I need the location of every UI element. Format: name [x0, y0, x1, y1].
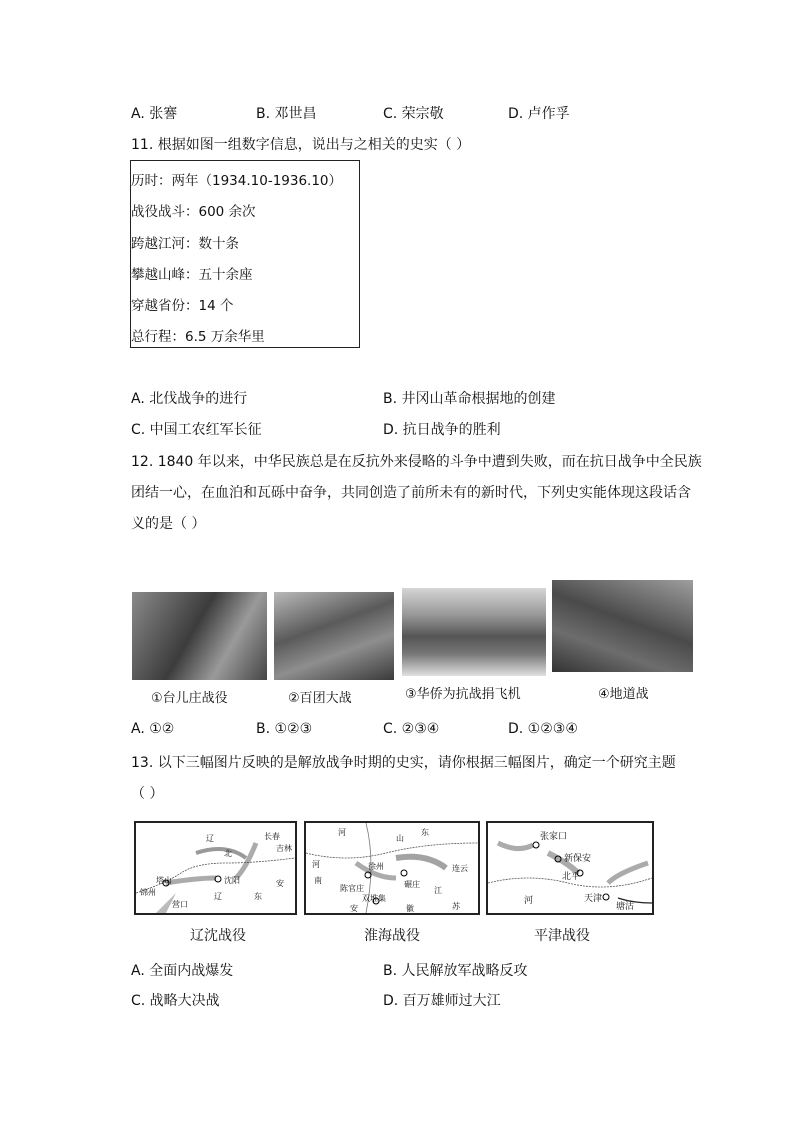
q12-stem-line3: 义的是（ ）	[131, 516, 206, 532]
map2-label: 陈官庄	[340, 884, 364, 893]
photo-hundred-regiments	[274, 592, 394, 680]
map2-label: 河	[312, 860, 320, 869]
map1-label: 东	[254, 892, 262, 901]
map3-label: 张家口	[540, 832, 568, 842]
info-line-battles: 战役战斗：600 余次	[131, 204, 256, 220]
info-line-distance: 总行程：6.5 万余华里	[131, 329, 265, 345]
q12-option-b: B. ①②③	[256, 721, 313, 737]
q13-option-d: D. 百万雄师过大江	[383, 993, 501, 1009]
map-huaihai	[304, 821, 480, 915]
map1-label: 安	[276, 879, 284, 888]
map-pingjin	[486, 821, 654, 915]
map1-label: 辽	[206, 834, 214, 843]
q12-option-a: A. ①②	[131, 721, 175, 737]
map2-label: 双堆集	[362, 894, 386, 903]
caption-2: ②百团大战	[288, 691, 352, 706]
q11-option-b: B. 井冈山革命根据地的创建	[383, 391, 556, 407]
map-liaoshen	[134, 821, 297, 915]
map3-label: 天津	[584, 894, 603, 904]
map3-label: 塘沽	[616, 902, 635, 912]
q12-option-c: C. ②③④	[383, 721, 440, 737]
map1-label: 沈阳	[224, 876, 240, 885]
map3-label: 新保安	[564, 854, 592, 864]
q12-stem-line1: 12. 1840 年以来，中华民族总是在反抗外来侵略的斗争中遭到失败，而在抗日战争中全民族	[131, 454, 702, 470]
map2-caption: 淮海战役	[364, 928, 420, 944]
map2-label: 徽	[406, 904, 414, 913]
q12-stem-line2: 团结一心，在血泊和瓦砾中奋争，共同创造了前所未有的新时代，下列史实能体现这段话含	[131, 485, 691, 501]
map1-label: 辽	[214, 892, 222, 901]
q12-option-d: D. ①②③④	[508, 721, 578, 737]
photo-tunnel-warfare	[552, 580, 693, 672]
q11-stem: 11. 根据如图一组数字信息，说出与之相关的史实（ ）	[131, 137, 471, 153]
photo-taierzhuang	[132, 592, 267, 680]
q13-option-a: A. 全面内战爆发	[131, 963, 234, 979]
q13-option-c: C. 战略大决战	[131, 993, 220, 1009]
info-line-mountains: 攀越山峰：五十余座	[131, 267, 253, 283]
info-line-rivers: 跨越江河：数十条	[131, 236, 239, 252]
q10-option-b: B. 邓世昌	[256, 106, 317, 122]
map3-caption: 平津战役	[534, 928, 590, 944]
caption-3: ③华侨为抗战捐飞机	[405, 687, 521, 702]
q11-info-box	[130, 160, 360, 348]
q13-stem-line1: 13. 以下三幅图片反映的是解放战争时期的史实，请你根据三幅图片，确定一个研究主题	[131, 755, 676, 771]
q11-option-a: A. 北伐战争的进行	[131, 391, 248, 407]
map2-label: 碾庄	[404, 880, 420, 889]
map1-label: 长春	[264, 832, 280, 841]
map1-label: 营口	[172, 900, 188, 909]
caption-4: ④地道战	[598, 687, 649, 702]
q11-option-d: D. 抗日战争的胜利	[383, 422, 501, 438]
map2-label: 东	[421, 828, 429, 837]
map1-caption: 辽沈战役	[190, 928, 246, 944]
info-line-provinces: 穿越省份：14 个	[131, 298, 234, 314]
map3-label: 河	[524, 896, 534, 906]
map1-label: 吉林	[276, 844, 292, 853]
map2-label: 苏	[452, 902, 460, 911]
q10-option-d: D. 卢作孚	[508, 106, 570, 122]
map2-label: 徐州	[368, 862, 384, 871]
q11-option-c: C. 中国工农红军长征	[131, 422, 262, 438]
map1-label: 北	[224, 849, 232, 858]
caption-1: ①台儿庄战役	[151, 691, 228, 706]
map3-label: 北平	[562, 872, 581, 882]
map1-label: 锦州	[140, 888, 156, 897]
q13-stem-line2: （ ）	[131, 786, 164, 802]
map2-label: 连云	[452, 864, 468, 873]
photo-overseas-chinese-planes	[402, 588, 546, 676]
map2-label: 山	[396, 834, 404, 843]
map2-label: 江	[434, 886, 442, 895]
q13-option-b: B. 人民解放军战略反攻	[383, 963, 528, 979]
q10-option-c: C. 荣宗敬	[383, 106, 444, 122]
info-line-duration: 历时：两年（1934.10-1936.10）	[131, 173, 343, 189]
map2-label: 安	[350, 904, 358, 913]
map2-label: 南	[314, 876, 322, 885]
q10-option-a: A. 张謇	[131, 106, 178, 122]
map2-label: 河	[338, 828, 346, 837]
map1-label: 塔山	[156, 876, 172, 885]
